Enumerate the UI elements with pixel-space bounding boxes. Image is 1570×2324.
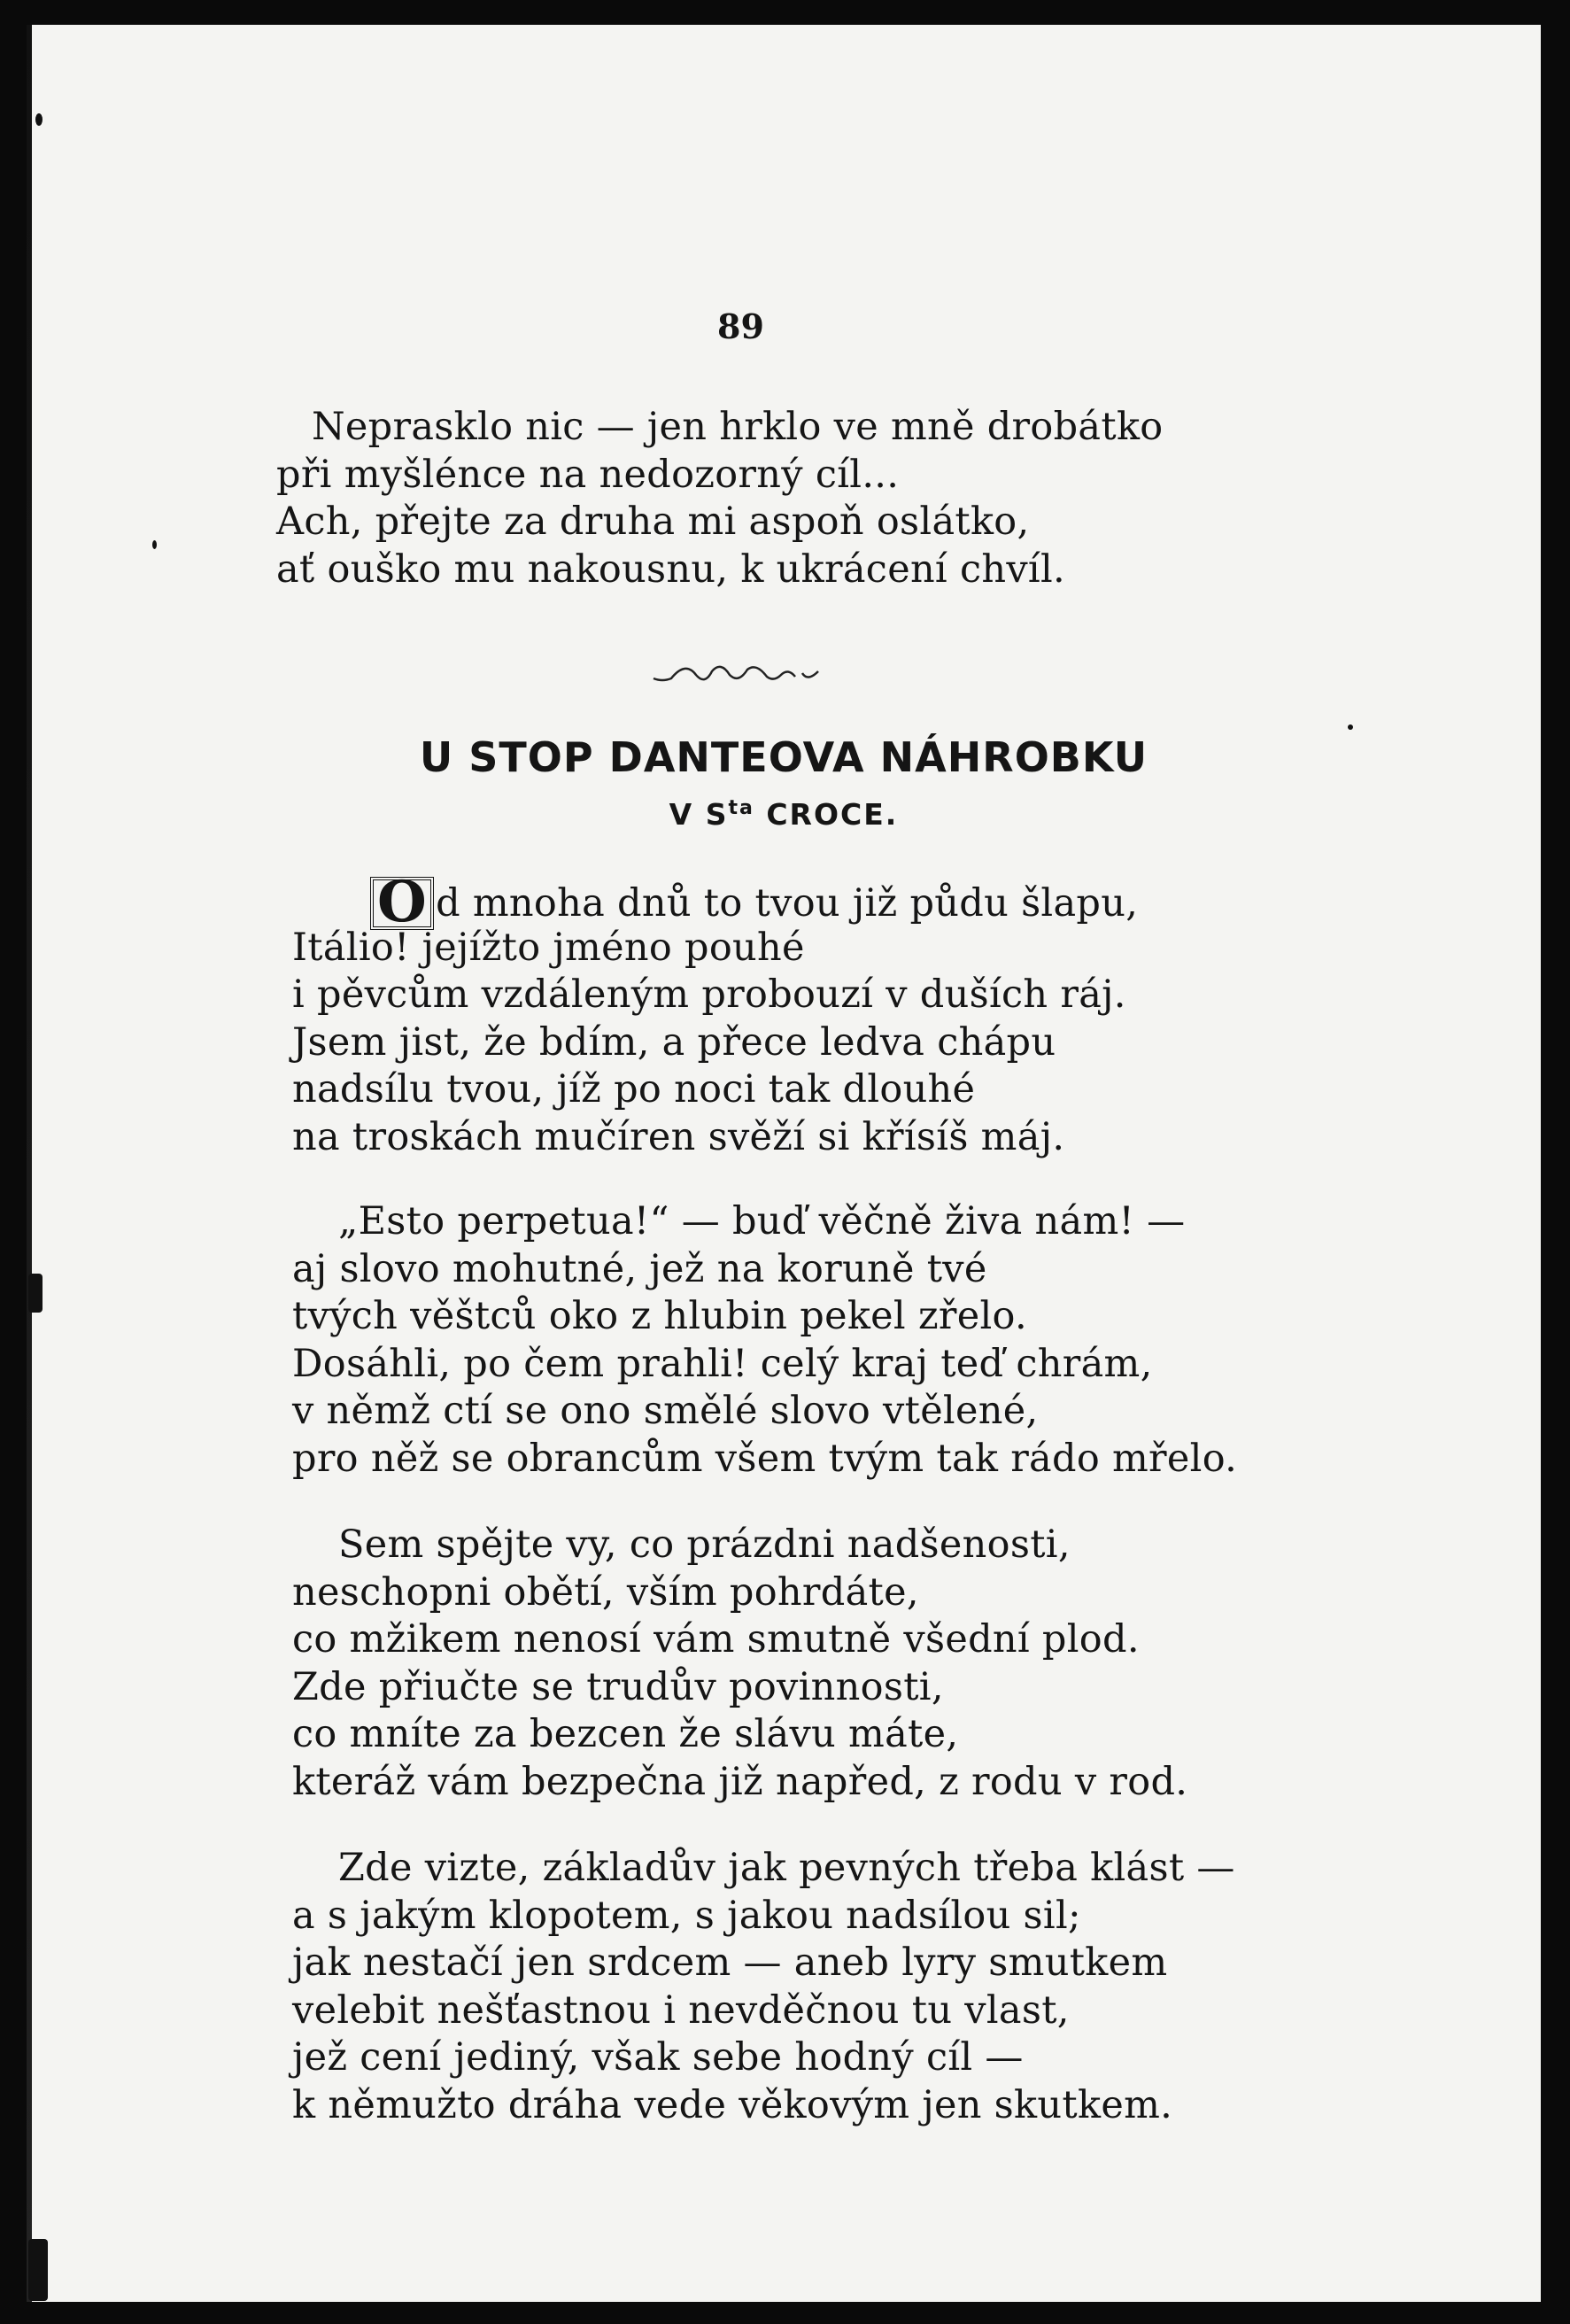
subtitle-suffix: CROCE. (754, 797, 899, 832)
verse-line: a s jakým klopotem, s jakou nadsílou sil; (292, 1893, 1081, 1938)
verse-line: „Esto perpetua!“ — buď věčně živa nám! — (338, 1199, 1186, 1243)
verse-line-text: d mnoha dnů to tvou již půdu šlapu, (436, 881, 1139, 926)
stanza-3 (292, 1522, 1187, 1806)
ink-speck (28, 2239, 48, 2301)
verse-line: aj slovo mohutné, jež na koruně tvé (292, 1246, 987, 1291)
verse-line: Sem spějte vy, co prázdni nadšenosti, (338, 1522, 1071, 1567)
verse-line: nadsílu tvou, jíž po noci tak dlouhé (292, 1067, 976, 1112)
verse-line: Neprasklo nic — jen hrklo ve mně drobátko (312, 405, 1164, 449)
stanza-4 (292, 1845, 1235, 2129)
verse-line: v němž ctí se ono smělé slovo vtělené, (292, 1389, 1039, 1433)
page-edge-line (27, 25, 32, 2302)
verse-line: pro něž se obrancům všem tvým tak rádo mřelo. (292, 1436, 1238, 1481)
subtitle-prefix: V S (669, 797, 729, 832)
poem-subtitle (27, 797, 1541, 832)
verse-line: kteráž vám bezpečna již napřed, z rodu v rod. (292, 1759, 1188, 1804)
ink-speck (1348, 724, 1353, 730)
verse-line: co mníte za bezcen že slávu máte, (292, 1712, 959, 1756)
ink-speck (152, 540, 157, 549)
verse-line: na troskách mučíren svěží si křísíš máj. (292, 1114, 1065, 1159)
verse-line: Ach, přejte za druha mi aspoň oslátko, (276, 500, 1030, 544)
dropcap: O (370, 877, 434, 930)
verse-line: Zde vizte, základův jak pevných třeba klást — (338, 1846, 1235, 1890)
verse-line: při myšlénce na nedozorný cíl... (276, 452, 900, 497)
verse-line: Zde přiučte se trudův povinnosti, (292, 1664, 944, 1709)
verse-line: k němužto dráha vede věkovým jen skutkem. (292, 2082, 1173, 2127)
book-page (27, 25, 1541, 2302)
verse-line: jež cení jediný, však sebe hodný cíl — (292, 2035, 1024, 2080)
verse-line: jak nestačí jen srdcem — aneb lyry smutkem (292, 1941, 1168, 1985)
verse-line: Jsem jist, že bdím, a přece ledva chápu (292, 1019, 1056, 1065)
ornament-divider (650, 655, 827, 691)
verse-line: velebit nešťastnou i nevděčnou tu vlast, (292, 1987, 1070, 2033)
page-number: 89 (717, 306, 764, 346)
subtitle-superscript: ta (728, 797, 754, 819)
stanza-1 (292, 869, 1139, 1161)
ink-speck (28, 1274, 43, 1313)
intro-stanza (276, 404, 1164, 593)
verse-line: ať ouško mu nakousnu, k ukrácení chvíl. (276, 546, 1065, 592)
stanza-2 (292, 1198, 1237, 1483)
poem-title: U STOP DANTEOVA NÁHROBKU (419, 733, 1148, 781)
verse-line: Itálio! jejížto jméno pouhé (292, 925, 805, 970)
verse-line: neschopni obětí, vším pohrdáte, (292, 1569, 919, 1615)
verse-line (370, 869, 1139, 935)
verse-line: tvých věštců oko z hlubin pekel zřelo. (292, 1294, 1027, 1338)
verse-line: i pěvcům vzdáleným probouzí v duších ráj. (292, 972, 1126, 1017)
ink-speck (35, 113, 43, 126)
verse-line: Dosáhli, po čem prahli! celý kraj teď chrám, (292, 1341, 1153, 1386)
verse-line: co mžikem nenosí vám smutně všední plod. (292, 1617, 1140, 1662)
